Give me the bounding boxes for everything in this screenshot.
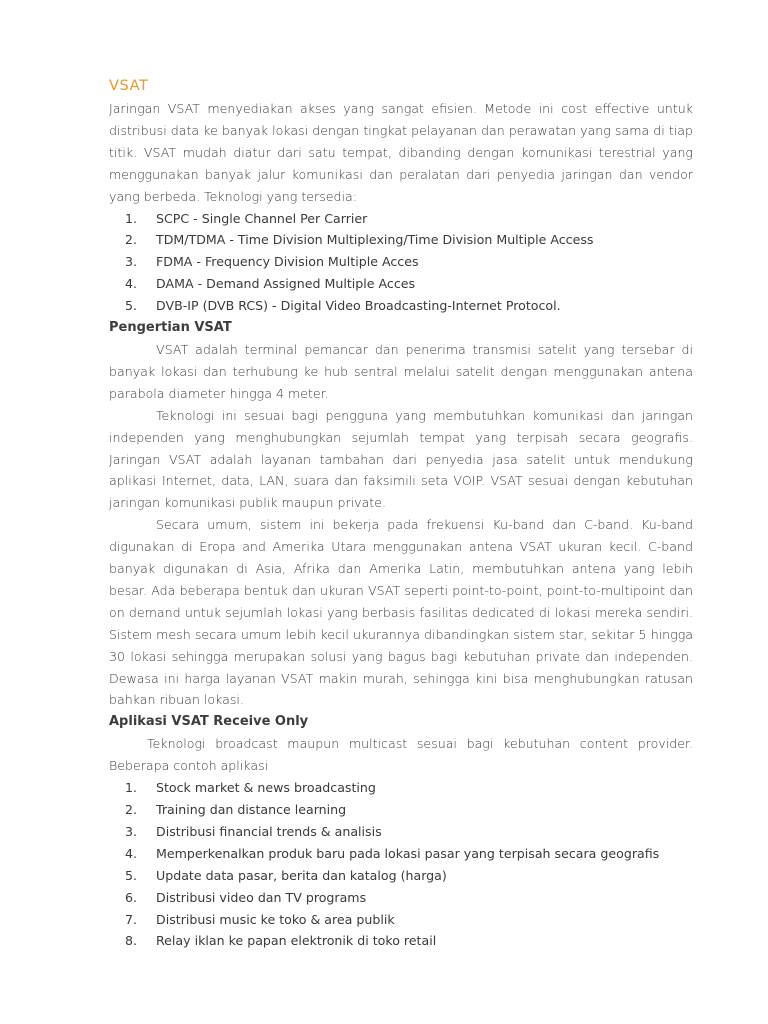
list-item (109, 777, 693, 799)
list-number: 2. (125, 232, 138, 248)
list-item (109, 229, 693, 251)
list-number: 3. (125, 254, 138, 270)
list-number: 3. (125, 823, 138, 839)
list-text: Stock market & news broadcasting (156, 780, 376, 796)
list-text: Training dan distance learning (156, 802, 347, 817)
list-item (109, 799, 693, 821)
list-text: DVB-IP (DVB RCS) - Digital Video Broadcasting-Internet Protocol. (156, 298, 561, 314)
list-number: 6. (125, 889, 138, 905)
intro-paragraph: Jaringan VSAT menyediakan akses yang sangat efisien. Metode ini cost effective untuk distribusi data ke banyak lokasi dengan tingkat pelayanan dan perawatan yang sama di tiap titik. VSAT mudah diatur dari satu tempat, dibanding dengan komunikasi terestrial yang menggunakan banyak jalur komunikasi dan peralatan dari penyedia jaringan dan vendor yang berbeda. Teknologi yang tersedia: (109, 101, 693, 204)
list-text: DAMA - Demand Assigned Multiple Acces (156, 276, 416, 292)
list-text: Distribusi music ke toko & area publik (156, 911, 395, 927)
pengertian-paragraph: Teknologi ini sesuai bagi pengguna yang membutuhkan komunikasi dan jaringan independen yang menghubungkan sejumlah tempat yang terpisah secara geografis. Jaringan VSAT adalah layanan tambahan dari penyedia jasa satelit untuk mendukung aplikasi Internet, data, LAN, suara dan faksimili seta VOIP. VSAT sesuai dengan kebutuhan jaringan komunikasi publik maupun private. (109, 407, 693, 511)
pengertian-paragraph: VSAT adalah terminal pemancar dan penerima transmisi satelit yang tersebar di banyak lokasi dan terhubung ke hub sentral melalui satelit dengan menggunakan antena parabola diameter hingga 4 meter. (109, 341, 693, 401)
list-text: SCPC - Single Channel Per Carrier (156, 210, 368, 226)
list-number: 4. (125, 845, 138, 861)
document-page (109, 76, 693, 952)
list-item (109, 208, 693, 230)
section-heading-aplikasi: Aplikasi VSAT Receive Only (109, 714, 309, 730)
pengertian-paragraph: Secara umum, sistem ini bekerja pada frekuensi Ku-band dan C-band. Ku-band digunakan di Eropa and Amerika Utara menggunakan antena VSAT ukuran kecil. C-band banyak digunakan di Asia, Afrika dan Amerika Latin, membutuhkan antena yang lebih besar. Ada beberapa bentuk dan ukuran VSAT seperti point-to-point, point-to-multipoint dan on demand untuk sejumlah lokasi yang berbasis fasilitas dedicated di lokasi mereka sendiri. Sistem mesh secara umum lebih kecil ukurannya dibandingkan sistem star, sekitar 5 hingga 30 lokasi sehingga merupakan solusi yang bagus bagi kebutuhan private dan independen. Dewasa ini harga layanan VSAT makin murah, sehingga kini bisa menghubungkan ratusan bahkan ribuan lokasi. (109, 517, 693, 708)
list-item (109, 251, 693, 273)
list-number: 8. (125, 933, 138, 949)
document-title: VSAT (109, 78, 149, 94)
list-number: 1. (125, 780, 138, 796)
list-text: TDM/TDMA - Time Division Multiplexing/Time Division Multiple Access (156, 232, 594, 248)
list-text: FDMA - Frequency Division Multiple Acces (156, 254, 419, 270)
list-text: Memperkenalkan produk baru pada lokasi pasar yang terpisah secara geografis (156, 845, 660, 861)
list-number: 1. (125, 210, 138, 226)
technology-list (109, 208, 693, 318)
section-heading-pengertian: Pengertian VSAT (109, 320, 232, 336)
list-item (109, 887, 693, 909)
list-number: 5. (125, 298, 138, 314)
aplikasi-list (109, 777, 693, 952)
list-text: Relay iklan ke papan elektronik di toko retail (156, 933, 437, 949)
aplikasi-intro-paragraph: Teknologi broadcast maupun multicast sesuai bagi kebutuhan content provider. Beberapa contoh aplikasi (109, 736, 693, 774)
list-item (109, 821, 693, 843)
list-item (109, 909, 693, 931)
list-text: Distribusi financial trends & analisis (156, 823, 382, 839)
list-text: Update data pasar, berita dan katalog (harga) (156, 867, 447, 883)
list-item (109, 843, 693, 865)
list-item (109, 273, 693, 295)
list-item (109, 930, 693, 952)
list-item (109, 295, 693, 317)
list-text: Distribusi video dan TV programs (156, 889, 367, 905)
list-number: 4. (125, 276, 138, 292)
list-item (109, 865, 693, 887)
list-number: 7. (125, 911, 138, 927)
list-number: 2. (125, 802, 138, 817)
list-number: 5. (125, 867, 138, 883)
